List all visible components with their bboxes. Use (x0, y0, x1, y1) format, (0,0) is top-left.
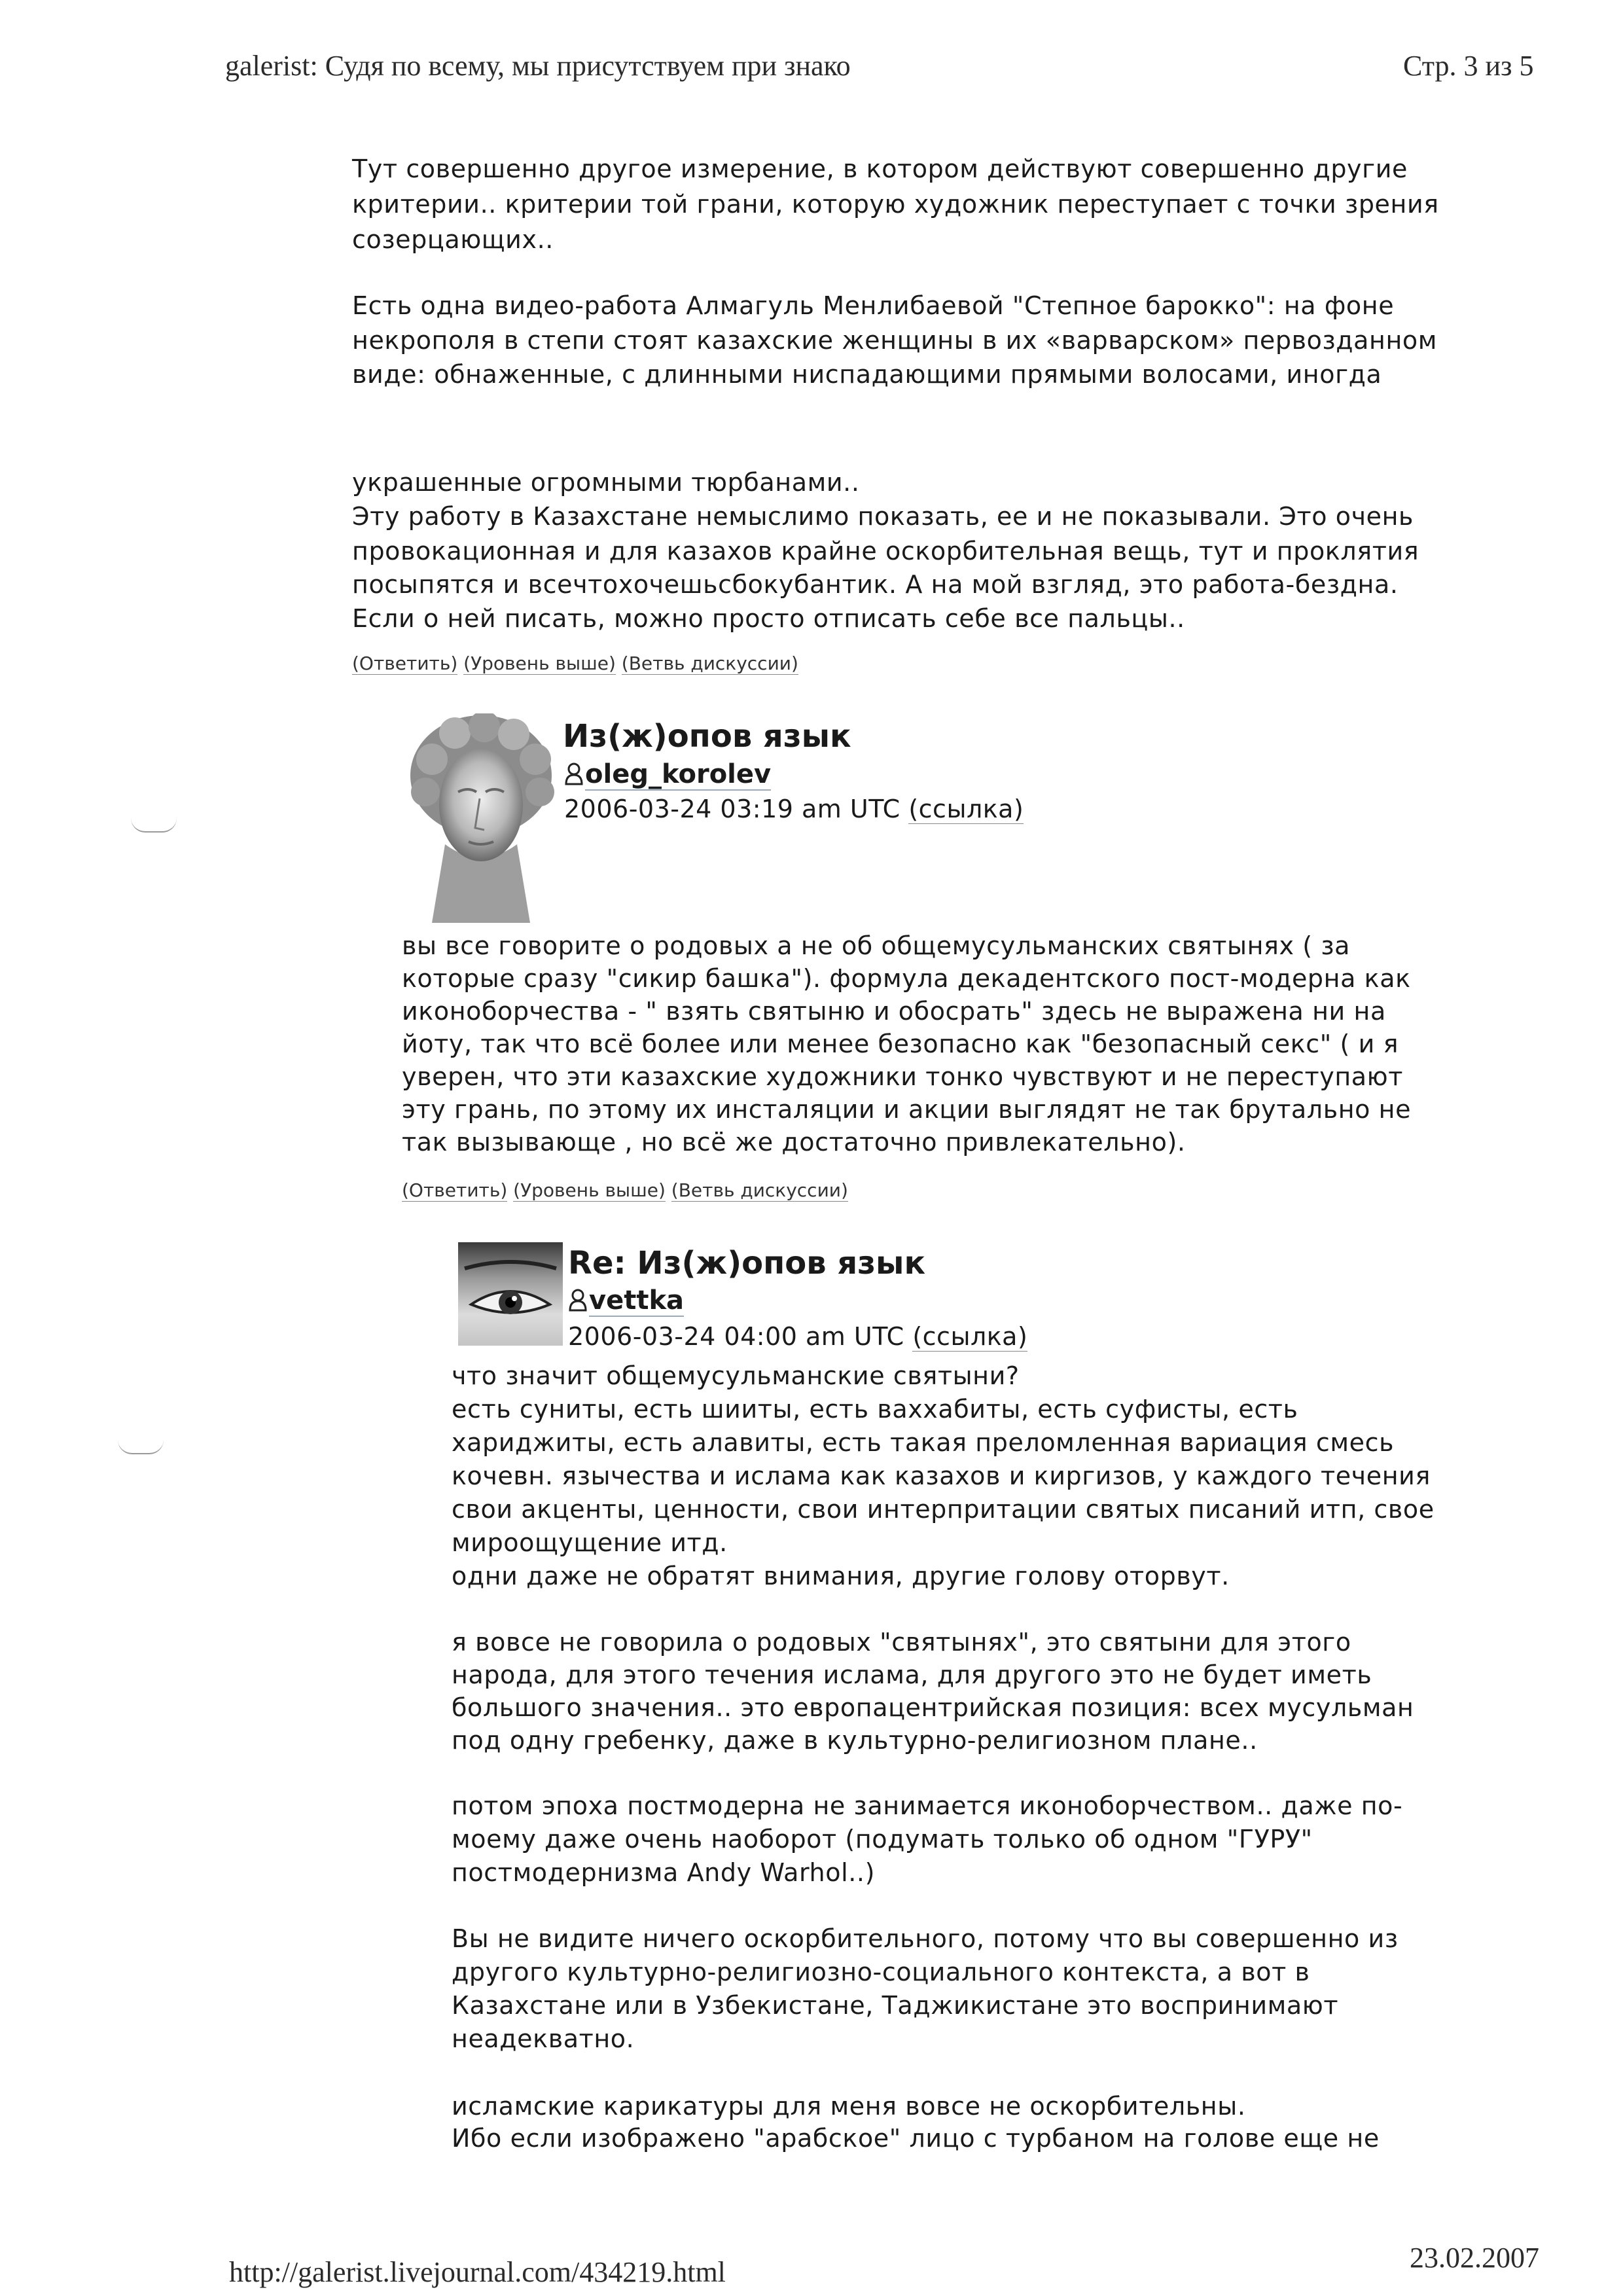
comment-line: мироощущение итд. (452, 1528, 728, 1557)
post-line: некрополя в степи стоят казахские женщины в их «варварском» первозданном (352, 326, 1438, 355)
comment-line: неадекватно. (452, 2024, 635, 2053)
comment-line: постмодернизма Andy Warhol..) (452, 1858, 876, 1887)
parent-link[interactable]: (Уровень выше) (513, 1179, 666, 1201)
comment-line: Казахстане или в Узбекистане, Таджикистане это воспринимают (452, 1991, 1339, 2020)
comment-date: 2006-03-24 03:19 am UTC (564, 795, 901, 823)
avatar-eye (458, 1242, 563, 1346)
post-line: критерии.. критерии той грани, которую художник переступает с точки зрения (352, 190, 1439, 219)
thread-link[interactable]: (Ветвь дискуссии) (621, 653, 798, 674)
comment-meta (564, 795, 1024, 823)
comment-author[interactable] (568, 1285, 684, 1316)
comment-line: кочевн. язычества и ислама как казахов и киргизов, у каждого течения (452, 1462, 1431, 1490)
comment-line: одни даже не обратят внимания, другие голову оторвут. (452, 1562, 1230, 1590)
post-line: посыпятся и всечтохочешьсбокубантик. А на мой взгляд, это работа-бездна. (352, 570, 1399, 599)
post-line: виде: обнаженные, с длинными ниспадающими прямыми волосами, иногда (352, 360, 1382, 389)
comment-line: под одну гребенку, даже в культурно-религиозном плане.. (452, 1726, 1258, 1755)
comment-line: другого культурно-религиозно-социального контекста, а вот в (452, 1958, 1310, 1986)
comment-author-name[interactable]: vettka (589, 1285, 685, 1316)
comment-line: иконоборчества - " взять святыню и обосрать" здесь не выражена ни на (402, 997, 1386, 1026)
user-icon (568, 1288, 588, 1312)
print-header-title: galerist: Судя по всему, мы присутствуем при знако (225, 50, 851, 82)
comment-author[interactable] (564, 759, 771, 789)
comment-line: что значит общемусульманские святыни? (452, 1361, 1020, 1390)
comment-line: которые сразу "сикир башка"). формула декадентского пост-модерна как (402, 964, 1411, 993)
comment-line: хариджиты, есть алавиты, есть такая преломленная вариация смесь (452, 1428, 1395, 1457)
comment-line: народа, для этого течения ислама, для другого это не будет иметь (452, 1660, 1372, 1689)
comment-title: Из(ж)опов язык (563, 718, 851, 755)
comment-line: уверен, что эти казахские художники тонко чувствуют и не переступают (402, 1062, 1403, 1091)
permalink[interactable]: (ссылка) (912, 1322, 1028, 1351)
punch-hole-mark (118, 1440, 164, 1454)
post-actions (352, 653, 798, 674)
post-line: Если о ней писать, можно просто отписать себе все пальцы.. (352, 604, 1185, 633)
comment-line: моему даже очень наоборот (подумать только об одном "ГУРУ" (452, 1825, 1313, 1854)
post-line: Тут совершенно другое измерение, в котором действуют совершенно другие (352, 154, 1408, 183)
comment-actions (402, 1179, 848, 1201)
comment-line: вы все говорите о родовых а не об общемусульманских святынях ( за (402, 931, 1351, 960)
punch-hole-mark (131, 818, 177, 833)
comment-line: Вы не видите ничего оскорбительного, потому что вы совершенно из (452, 1924, 1399, 1953)
reply-link[interactable]: (Ответить) (402, 1179, 508, 1201)
comment-line: йоту, так что всё более или менее безопасно как "безопасный секс" ( и я (402, 1030, 1399, 1058)
permalink[interactable]: (ссылка) (908, 795, 1024, 823)
comment-line: потом эпоха постмодерна не занимается иконоборчеством.. даже по- (452, 1791, 1403, 1820)
comment-line: я вовсе не говорила о родовых "святынях", это святыни для этого (452, 1628, 1351, 1657)
print-page-number: Стр. 3 из 5 (1403, 50, 1534, 82)
comment-meta (568, 1322, 1027, 1351)
print-footer-date: 23.02.2007 (1410, 2242, 1539, 2274)
parent-link[interactable]: (Уровень выше) (463, 653, 616, 674)
comment-line: большого значения.. это европацентрийская позиция: всех мусульман (452, 1693, 1414, 1722)
comment-line: Ибо если изображено "арабское" лицо с турбаном на голове еще не (452, 2124, 1380, 2153)
post-line: Есть одна видео-работа Алмагуль Менлибаевой "Степное барокко": на фоне (352, 291, 1395, 320)
post-line: украшенные огромными тюрбанами.. (352, 468, 860, 497)
avatar-statue (406, 713, 556, 923)
post-line: созерцающих.. (352, 225, 554, 254)
comment-line: есть суниты, есть шииты, есть ваххабиты, есть суфисты, есть (452, 1395, 1298, 1424)
thread-link[interactable]: (Ветвь дискуссии) (671, 1179, 848, 1201)
user-icon (564, 762, 584, 785)
post-line: Эту работу в Казахстане немыслимо показать, ее и не показывали. Это очень (352, 502, 1414, 531)
comment-date: 2006-03-24 04:00 am UTC (568, 1322, 904, 1351)
comment-author-name[interactable]: oleg_korolev (585, 759, 772, 789)
comment-line: исламские карикатуры для меня вовсе не оскорбительны. (452, 2092, 1246, 2121)
comment-line: так вызывающе , но всё же достаточно привлекательно). (402, 1128, 1186, 1157)
reply-link[interactable]: (Ответить) (352, 653, 458, 674)
comment-title: Re: Из(ж)опов язык (568, 1245, 926, 1282)
comment-line: эту грань, по этому их инсталяции и акции выглядят не так брутально не (402, 1095, 1412, 1124)
print-footer-url: http://galerist.livejournal.com/434219.html (229, 2256, 726, 2288)
post-line: провокационная и для казахов крайне оскорбительная вещь, тут и проклятия (352, 537, 1419, 565)
comment-line: свои акценты, ценности, свои интерпритации святых писаний итп, свое (452, 1495, 1435, 1524)
